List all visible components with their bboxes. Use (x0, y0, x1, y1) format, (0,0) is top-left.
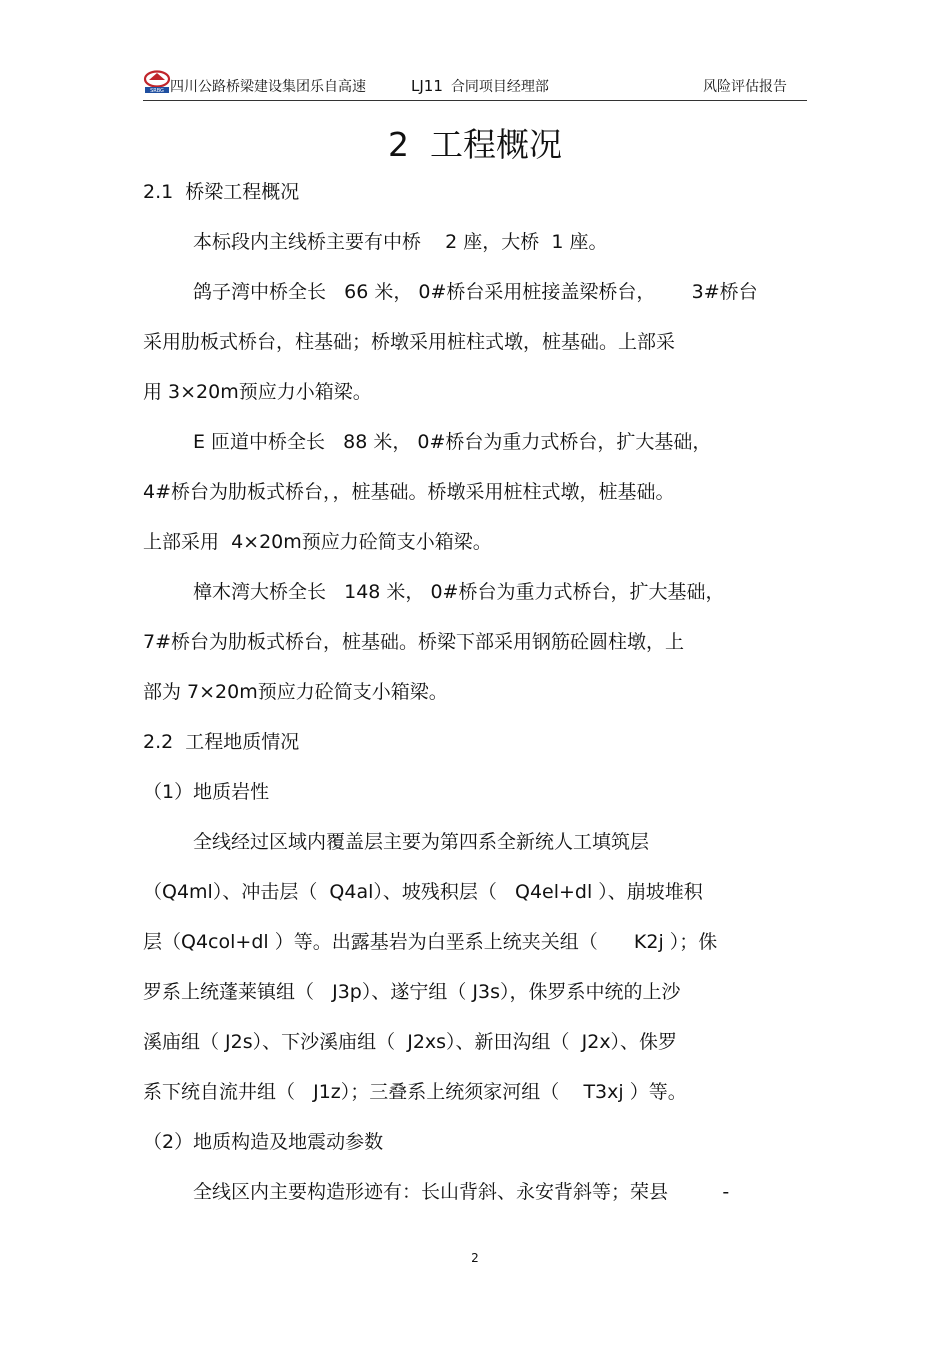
paragraph-line: （Q4ml）、冲击层（ Q4al）、坡残积层（ Q4el+dl ）、崩坡堆积 (143, 881, 703, 903)
paragraph-line: 系下统自流井组（ J1z）；三叠系上统须家河组（ T3xj ）等。 (143, 1081, 687, 1103)
paragraph-line: 上部采用 4×20m预应力砼简支小箱梁。 (143, 531, 492, 553)
header-report-name: 风险评估报告 (703, 79, 787, 95)
paragraph-line: 罗系上统蓬莱镇组（ J3p）、遂宁组（ J3s），侏罗系中统的上沙 (143, 981, 681, 1003)
paragraph-line: E 匝道中桥全长 88 米， 0#桥台为重力式桥台，扩大基础， (193, 431, 712, 453)
header-department (411, 76, 549, 96)
paragraph-line: 4#桥台为肋板式桥台，，桩基础。桥墩采用桩柱式墩，桩基础。 (143, 481, 675, 503)
svg-text:SRBG: SRBG (150, 88, 164, 94)
section-heading: 2.1 桥梁工程概况 (143, 181, 300, 203)
paragraph-line: 用 3×20m预应力小箱梁。 (143, 381, 372, 403)
header-contract-code: LJ11 (411, 77, 443, 95)
header-organization: 四川公路桥梁建设集团乐自高速 (170, 79, 366, 95)
company-logo-icon (143, 70, 171, 94)
section-heading: 2.2 工程地质情况 (143, 731, 300, 753)
paragraph-line: 鸽子湾中桥全长 66 米， 0#桥台采用桩接盖梁桥台， 3#桥台 (193, 281, 758, 303)
subsection-heading: （1）地质岩性 (143, 781, 270, 803)
paragraph-line: 本标段内主线桥主要有中桥 2 座，大桥 1 座。 (193, 231, 608, 253)
paragraph-line: 全线经过区域内覆盖层主要为第四系全新统人工填筑层 (193, 831, 650, 853)
paragraph-line: 全线区内主要构造形迹有：长山背斜、永安背斜等；荣县 - (193, 1181, 730, 1203)
paragraph-line: 采用肋板式桥台，柱基础；桥墩采用桩柱式墩，桩基础。上部采 (143, 331, 676, 353)
paragraph-line: 樟木湾大桥全长 148 米， 0#桥台为重力式桥台，扩大基础， (193, 581, 725, 603)
paragraph-line: 部为 7×20m预应力砼简支小箱梁。 (143, 681, 448, 703)
paragraph-line: 7#桥台为肋板式桥台，桩基础。桥梁下部采用钢筋砼圆柱墩，上 (143, 631, 685, 653)
chapter-title: 2 工程概况 (388, 125, 562, 164)
header-dept-name: 合同项目经理部 (450, 79, 549, 95)
paragraph-line: 溪庙组（ J2s）、下沙溪庙组（ J2xs）、新田沟组（ J2x）、侏罗 (143, 1031, 678, 1053)
paragraph-line: 层（Q4col+dl ）等。出露基岩为白垩系上统夹关组（ K2j ）；侏 (143, 931, 718, 953)
page-number: 2 (471, 1251, 479, 1265)
subsection-heading: （2）地质构造及地震动参数 (143, 1131, 384, 1153)
page-header (143, 70, 807, 101)
